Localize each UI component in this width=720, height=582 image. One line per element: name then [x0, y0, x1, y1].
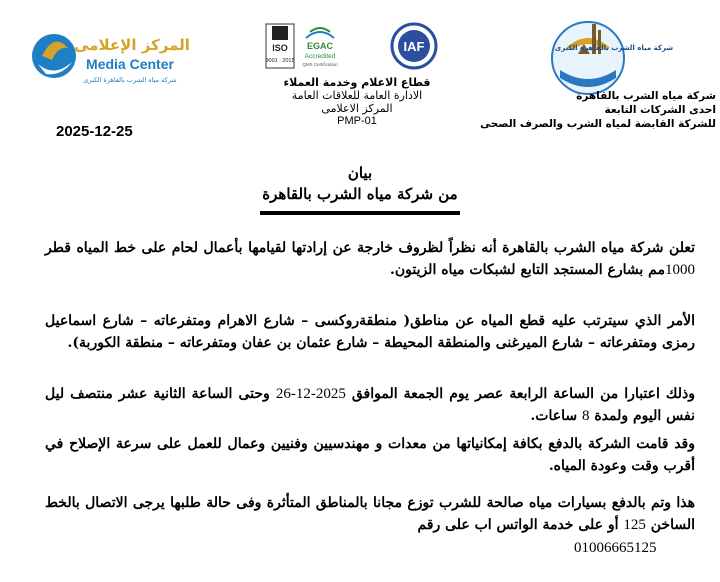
- media-center-logo: [28, 26, 188, 90]
- media-center-english: Media Center: [86, 56, 174, 72]
- reference-code: PMP-01: [337, 115, 377, 127]
- paragraph-water-trucks: [45, 492, 695, 536]
- paragraph-5-text-a: هذا وتم بالدفع بسيارات مياه صالحة للشرب توزع مجانا بالمناطق المتأثرة وفى حالة طلبها يرجى الاتصال بالخط الساخن: [45, 495, 695, 533]
- company-name-block: [470, 89, 716, 131]
- sector-subtitle-2: المركز الاعلامى: [321, 102, 393, 115]
- iaf-label: IAF: [403, 39, 425, 54]
- iso-number: 9001 : 2015: [265, 58, 295, 64]
- paragraph-3-text-b: وحتى الساعة الثانية عشر منتصف ليل نفس اليوم ولمدة: [45, 386, 695, 424]
- certification-badges: [262, 22, 452, 72]
- statement-date: 2025-12-25: [56, 123, 133, 140]
- paragraph-repair-efforts: وقد قامت الشركة بالدفع بكافة إمكانياتها من معدات و مهندسيين وفنيين وعمال للعمل على سرعة الإصلاح في أقرب وقت وعودة المياه.: [45, 436, 695, 474]
- title-underline: [260, 211, 460, 215]
- hotline-number: 125: [623, 517, 646, 533]
- media-center-arabic: المركز الإعلامى: [74, 36, 190, 54]
- statement-title: بيان: [347, 164, 373, 182]
- iso-badge: [265, 24, 294, 68]
- statement-subtitle: من شركة مياه الشرب بالقاهرة: [262, 185, 458, 203]
- paragraph-timing: [45, 383, 695, 427]
- company-line-1: شركة مياه الشرب بالقاهرة: [576, 90, 716, 102]
- sector-title: قطاع الاعلام وخدمة العملاء: [283, 76, 431, 89]
- company-logo: [548, 18, 674, 96]
- iaf-badge: [392, 24, 436, 68]
- paragraph-affected-areas: الأمر الذي سيترتب عليه قطع المياه عن مناطق( منطقةروكسى – شارع الاهرام ومتفرعاته – شارع اسماعيل رمزى ومتفرعاته – شارع الميرغنى والمنطقة المحيطة – شارع عثمان بن عفان ومتفرعاته – منطقة الكوربة).: [45, 313, 695, 351]
- egac-badge: [302, 28, 338, 67]
- company-line-2: احدى الشركات التابعة: [604, 104, 716, 116]
- paragraph-1-text-a: تعلن شركة مياه الشرب بالقاهرة أنه نظراً لظروف خارجة عن إرادتها لقيامها بأعمال لحام على خط المياه قطر: [45, 240, 695, 256]
- whatsapp-number: 01006665125: [574, 540, 657, 556]
- iso-label: ISO: [272, 43, 288, 53]
- paragraph-3-text-a: وذلك اعتبارا من الساعة الرابعة عصر يوم الجمعة الموافق: [345, 386, 695, 402]
- paragraph-5-text-b: أو على خدمة الواتس اب على رقم: [417, 517, 624, 533]
- egac-qms: QMS Certification: [302, 62, 338, 67]
- paragraph-1-text-b: مم بشارع المستجد التابع لشبكات مياه الزيتون.: [389, 262, 665, 278]
- company-line-3: للشركة القابضة لمياه الشرب والصرف الصحى: [480, 118, 716, 130]
- media-center-subtitle: شركة مياه الشرب بالقاهرة الكبرى: [83, 76, 177, 84]
- outage-date: 2025-12-26: [275, 386, 346, 402]
- egac-accredited: Accredited: [304, 53, 336, 60]
- paragraph-3-text-c: ساعات.: [530, 408, 582, 424]
- paragraph-announcement: [45, 237, 695, 281]
- outage-hours: 8: [581, 408, 590, 424]
- pipe-diameter: 1000: [665, 262, 695, 278]
- sector-block: [262, 76, 452, 128]
- sector-subtitle-1: الادارة العامة للعلاقات العامة: [291, 89, 423, 102]
- egac-label: EGAC: [306, 41, 334, 51]
- company-logo-text: شركة مياه الشرب بالقاهرة الكبرى: [554, 44, 674, 52]
